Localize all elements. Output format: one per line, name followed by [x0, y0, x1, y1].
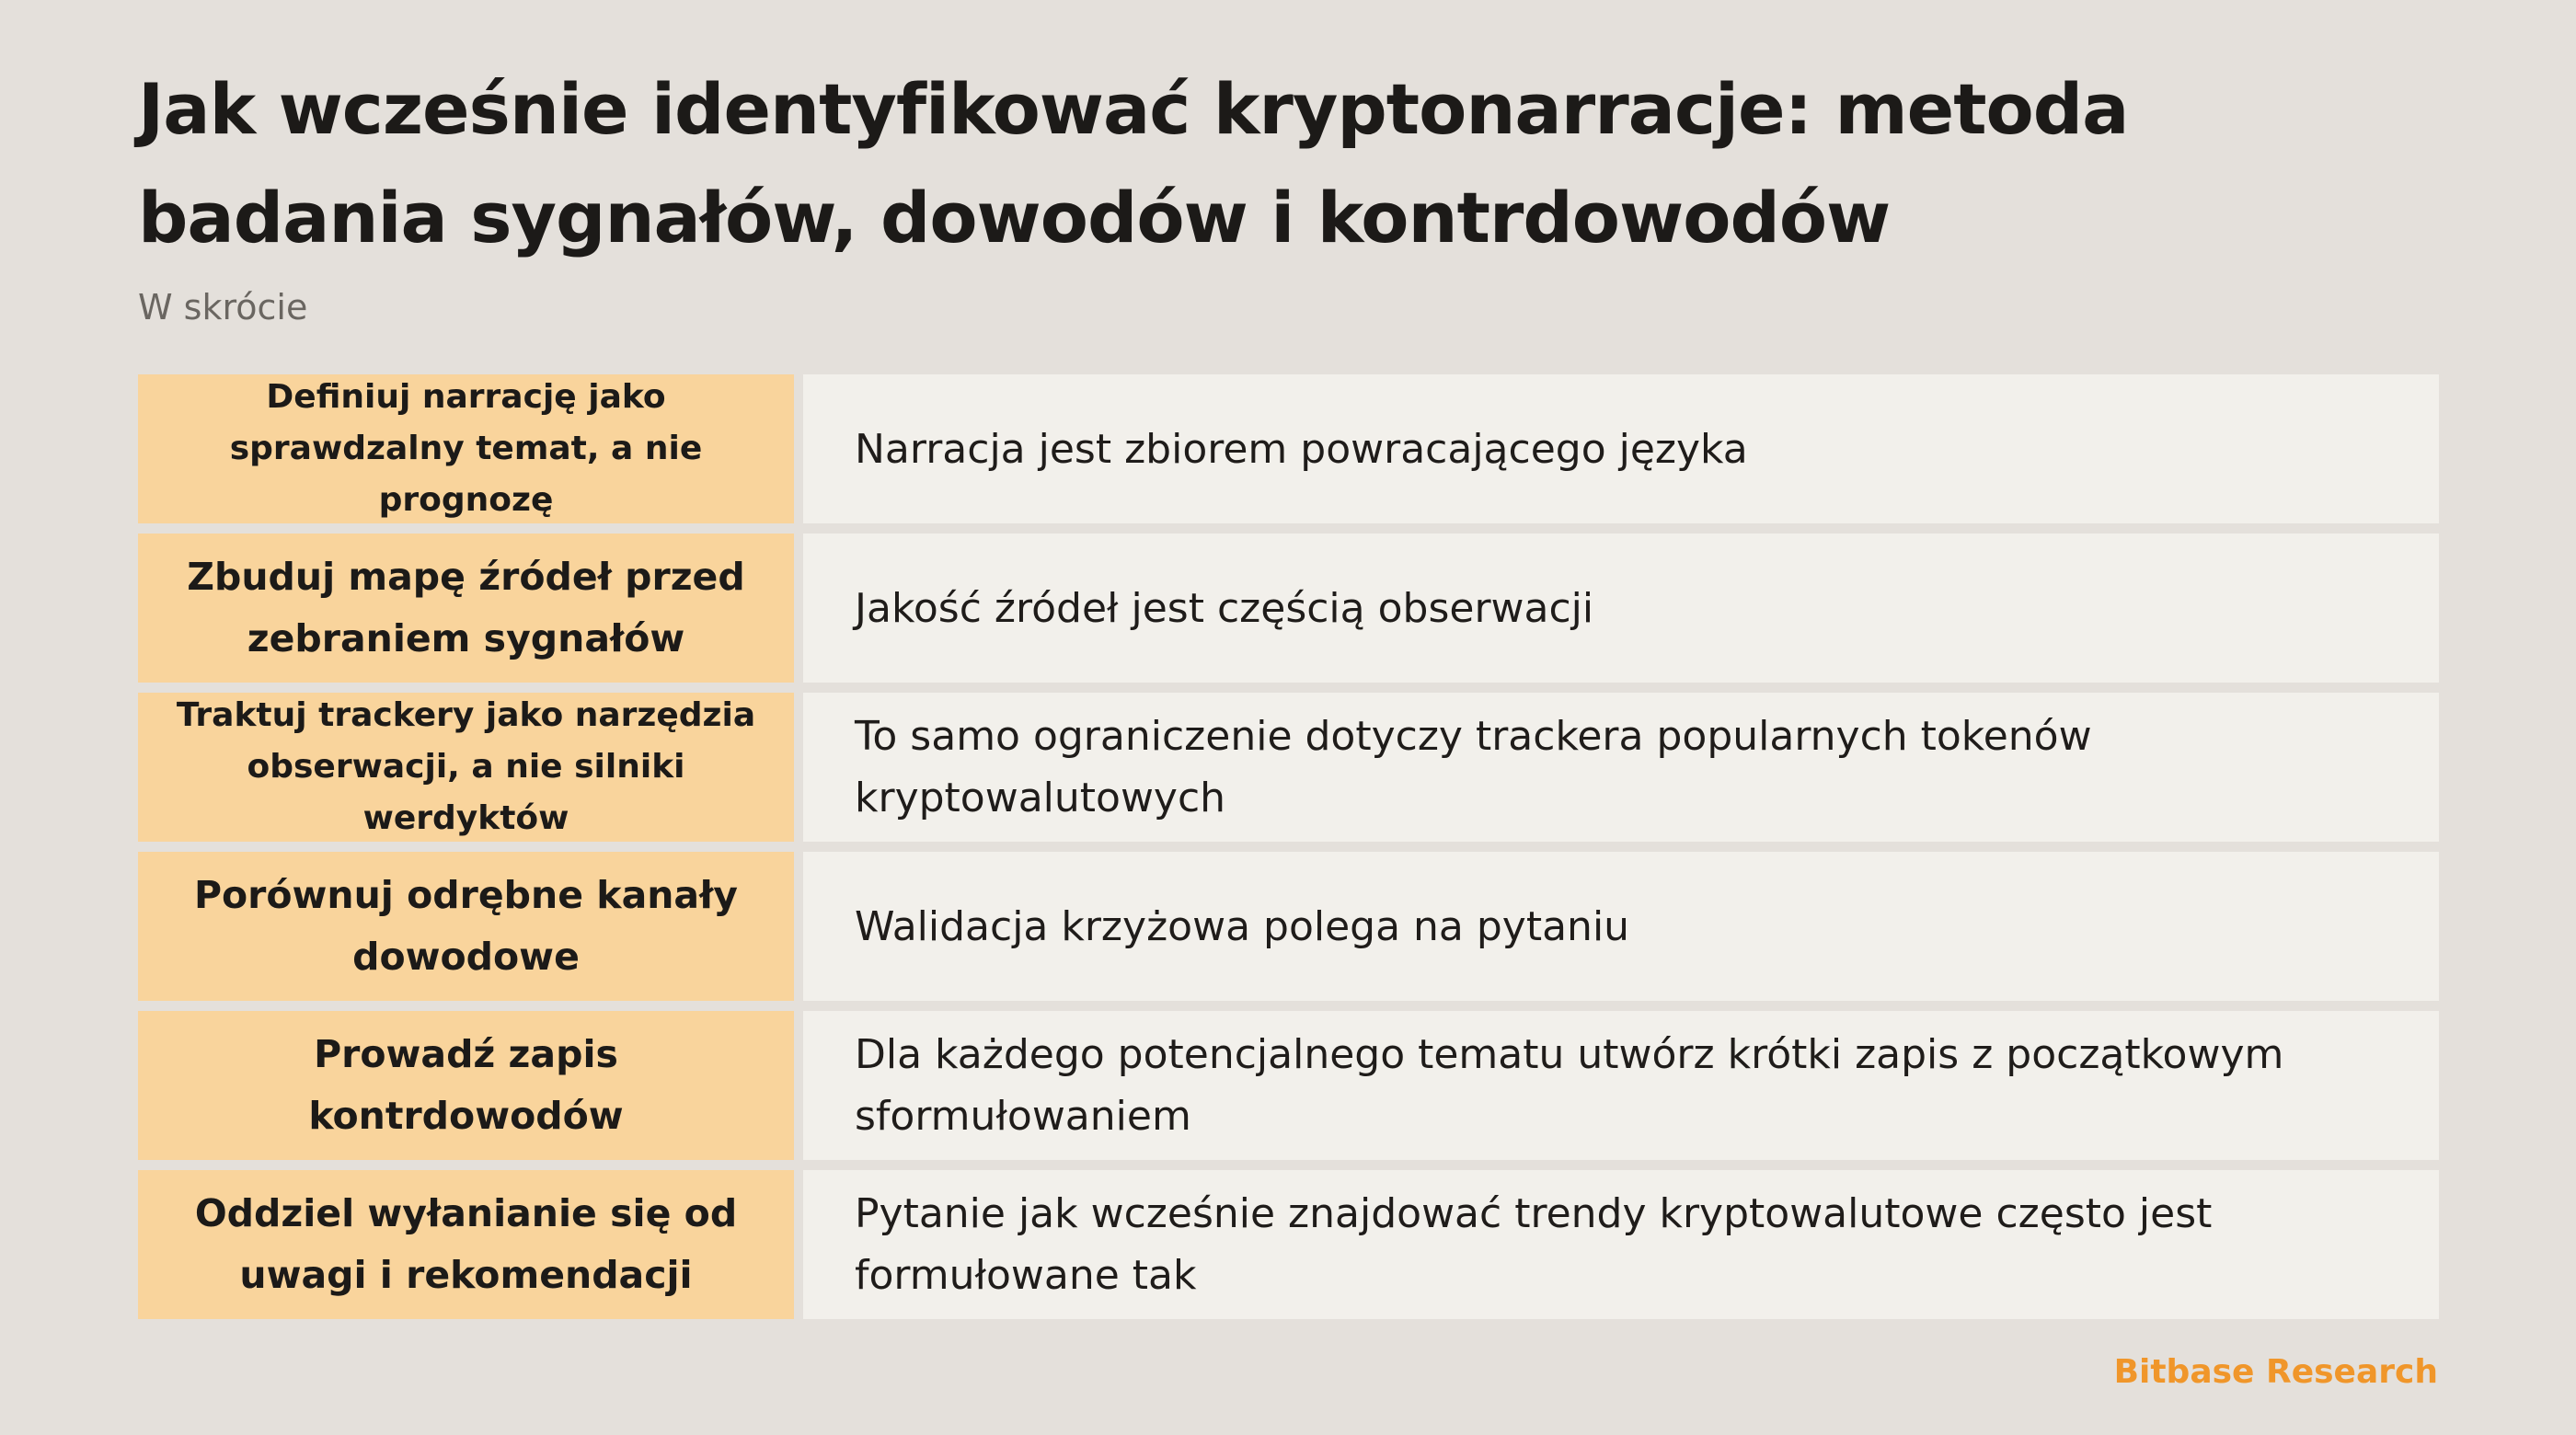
summary-row — [138, 852, 2439, 1001]
row-text — [803, 1170, 2439, 1319]
summary-row — [138, 693, 2439, 842]
row-text-content: Jakość źródeł jest częścią obserwacji — [855, 584, 1594, 632]
row-label: Zbuduj mapę źródeł przed zebraniem sygnałów — [138, 534, 794, 683]
row-label: Prowadź zapis kontrdowodów — [138, 1011, 794, 1160]
page-title: Jak wcześnie identyfikować kryptonarracje: metoda badania sygnałów, dowodów i kontrdowodów — [138, 68, 2129, 258]
summary-table — [138, 374, 2439, 1319]
row-text-content: Narracja jest zbiorem powracającego języka — [855, 425, 1748, 473]
row-text — [803, 374, 2439, 523]
summary-row — [138, 534, 2439, 683]
row-text-content: Pytanie jak wcześnie znajdować trendy kryptowalutowe często jest formułowane tak — [855, 1190, 2213, 1299]
row-label: Definiuj narrację jako sprawdzalny temat, a nie prognozę — [138, 374, 794, 523]
row-text — [803, 693, 2439, 842]
row-label: Oddziel wyłanianie się od uwagi i rekomendacji — [138, 1170, 794, 1319]
page-subtitle: W skrócie — [138, 287, 308, 327]
row-label: Porównuj odrębne kanały dowodowe — [138, 852, 794, 1001]
summary-row — [138, 1170, 2439, 1319]
summary-row — [138, 374, 2439, 523]
row-text — [803, 852, 2439, 1001]
row-text-content: Dla każdego potencjalnego tematu utwórz krótki zapis z początkowym sformułowaniem — [855, 1031, 2284, 1140]
row-text — [803, 534, 2439, 683]
row-text-content: To samo ograniczenie dotyczy trackera popularnych tokenów kryptowalutowych — [855, 713, 2092, 821]
brand-name: Bitbase Research — [2113, 1353, 2438, 1391]
row-text — [803, 1011, 2439, 1160]
row-text-content: Walidacja krzyżowa polega na pytaniu — [855, 902, 1630, 950]
row-label: Traktuj trackery jako narzędzia obserwacji, a nie silniki werdyktów — [138, 693, 794, 842]
summary-row — [138, 1011, 2439, 1160]
